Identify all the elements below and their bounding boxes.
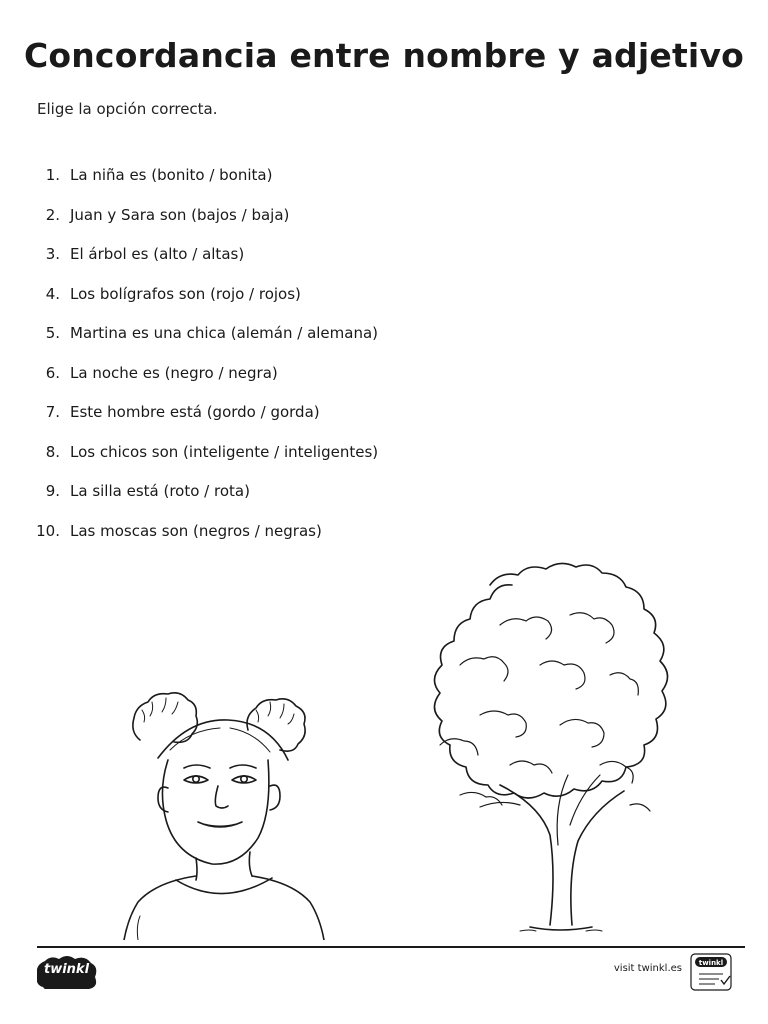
list-item bbox=[30, 245, 378, 285]
item-text: Los bolígrafos son (rojo / rojos) bbox=[70, 284, 301, 303]
item-number: 7. bbox=[45, 403, 60, 421]
item-text: Los chicos son (inteligente / inteligentes) bbox=[70, 442, 379, 461]
item-number: 6. bbox=[45, 363, 60, 382]
list-item bbox=[30, 443, 378, 483]
visit-link[interactable]: visit twinkl.es bbox=[613, 963, 682, 974]
list-item bbox=[30, 482, 378, 522]
badge-text: twinkl bbox=[698, 959, 724, 967]
item-number: 1. bbox=[45, 166, 60, 184]
item-text: Este hombre está (gordo / gorda) bbox=[70, 403, 320, 421]
item-text: La silla está (roto / rota) bbox=[70, 482, 250, 500]
footer-divider bbox=[37, 946, 745, 948]
item-text: El árbol es (alto / altas) bbox=[70, 245, 245, 263]
item-number: 8. bbox=[45, 442, 60, 461]
list-item bbox=[30, 285, 378, 325]
item-number: 2. bbox=[45, 205, 60, 224]
item-number: 10. bbox=[36, 521, 60, 540]
logo-text: twinkl bbox=[44, 962, 90, 977]
page-title: Concordancia entre nombre y adjetivo bbox=[23, 36, 745, 75]
list-item bbox=[30, 206, 378, 246]
list-item bbox=[30, 364, 378, 404]
item-number: 5. bbox=[45, 324, 60, 342]
item-text: La noche es (negro / negra) bbox=[70, 363, 278, 382]
exercise-list bbox=[30, 166, 378, 561]
item-text: Martina es una chica (alemán / alemana) bbox=[70, 324, 379, 342]
item-text: La niña es (bonito / bonita) bbox=[70, 166, 273, 184]
item-text: Juan y Sara son (bajos / baja) bbox=[70, 205, 290, 224]
item-number: 3. bbox=[45, 245, 60, 263]
list-item bbox=[30, 403, 378, 443]
tree-illustration bbox=[400, 555, 720, 940]
list-item bbox=[30, 166, 378, 206]
quality-badge-icon bbox=[689, 952, 733, 992]
item-number: 4. bbox=[45, 284, 60, 303]
item-number: 9. bbox=[45, 482, 60, 500]
instructions: Elige la opción correcta. bbox=[37, 100, 218, 118]
girl-illustration bbox=[80, 680, 360, 940]
list-item bbox=[30, 324, 378, 364]
item-text: Las moscas son (negros / negras) bbox=[70, 521, 322, 540]
list-item bbox=[30, 522, 378, 562]
